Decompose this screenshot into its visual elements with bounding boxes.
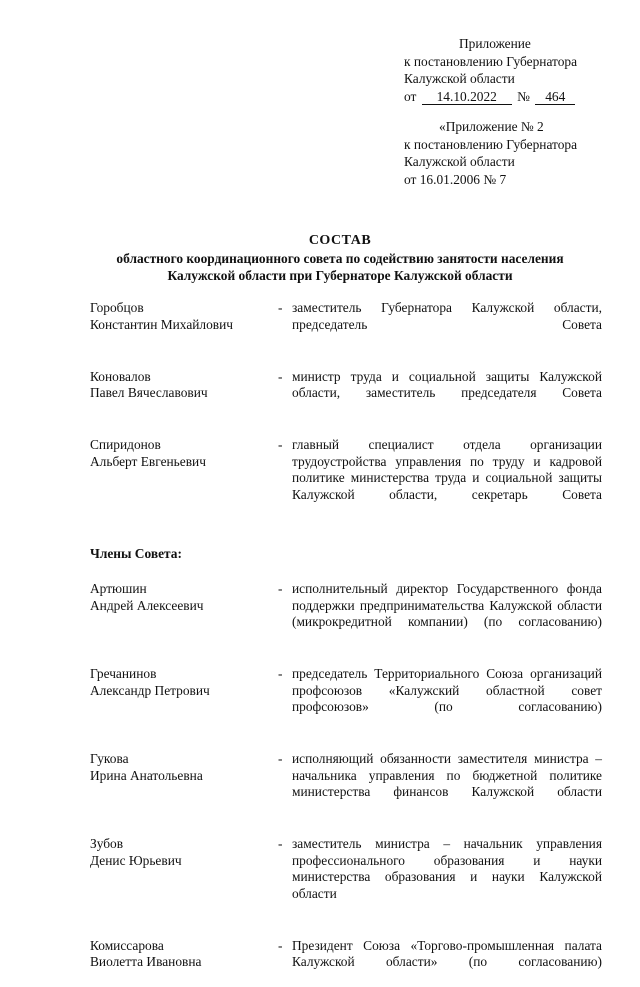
person-role: заместитель министра – начальник управления профессионального образования и науки министерства образования и науки Калужской области [292,836,602,919]
person-name [90,836,278,919]
person-given-name: Альберт Евгеньевич [90,454,278,471]
person-role: председатель Территориального Союза организаций профсоюзов «Калужский областной совет профсоюзов» (по согласованию) [292,666,602,732]
person-role: министр труда и социальной защиты Калужской области, заместитель председателя Совета [292,369,602,419]
person-name [90,666,278,732]
person-role: исполнительный директор Государственного фонда поддержки предпринимательства Калужской области (микрокредитной компании) (по согласованию) [292,581,602,647]
person-name [90,751,278,817]
annex-date: 14.10.2022 [422,90,512,105]
annex-header [404,35,577,105]
annex-title: Приложение [404,35,577,53]
list-item [90,369,602,419]
annex-old-line3: Калужской области [404,153,577,171]
annex-old-line4: от 16.01.2006 № 7 [404,171,577,189]
list-item [90,581,602,647]
list-item [90,437,602,520]
person-given-name: Александр Петрович [90,683,278,700]
list-item [90,300,602,350]
annex-line2: к постановлению Губернатора [404,53,577,71]
person-surname: Гречанинов [90,666,278,683]
person-given-name: Павел Вячеславович [90,385,278,402]
annex-number-prefix: № [517,89,530,104]
person-surname: Зубов [90,836,278,853]
annex-number: 464 [535,90,575,105]
dash-separator: - [278,836,292,919]
annex-line3: Калужской области [404,70,577,88]
list-item [90,836,602,919]
person-name [90,300,278,350]
person-role: Президент Союза «Торгово-промышленная палата Калужской области» (по согласованию) [292,938,602,987]
person-name [90,938,278,987]
annex-old-line2: к постановлению Губернатора [404,136,577,154]
person-surname: Спиридонов [90,437,278,454]
annex-from-prefix: от [404,89,416,104]
dash-separator: - [278,437,292,520]
person-given-name: Константин Михайлович [90,317,278,334]
dash-separator: - [278,751,292,817]
list-item [90,751,602,817]
person-surname: Коновалов [90,369,278,386]
person-role: главный специалист отдела организации трудоустройства управления по труду и кадровой политике министерства труда и социальной защиты Калужской области, секретарь Совета [292,437,602,520]
list-item [90,938,602,987]
person-role: исполняющий обязанности заместителя министра – начальника управления по бюджетной политике министерства финансов Калужской области [292,751,602,817]
person-surname: Артюшин [90,581,278,598]
dash-separator: - [278,581,292,647]
dash-separator: - [278,666,292,732]
person-surname: Гукова [90,751,278,768]
person-role: заместитель Губернатора Калужской области, председатель Совета [292,300,602,350]
dash-separator: - [278,369,292,419]
list-item [90,666,602,732]
person-name [90,581,278,647]
document-title: СОСТАВ [60,232,620,250]
council-list [90,300,602,987]
person-given-name: Денис Юрьевич [90,853,278,870]
person-given-name: Ирина Анатольевна [90,768,278,785]
person-surname: Комиссарова [90,938,278,955]
document-subtitle-2: Калужской области при Губернаторе Калужской области [60,267,620,285]
person-surname: Горобцов [90,300,278,317]
person-name [90,369,278,419]
annex-old-title: «Приложение № 2 [404,118,577,136]
person-given-name: Андрей Алексеевич [90,598,278,615]
annex-old-header [404,118,577,188]
members-heading: Члены Совета: [90,546,602,563]
annex-date-line [404,88,577,106]
document-subtitle-1: областного координационного совета по содействию занятости населения [60,250,620,268]
person-given-name: Виолетта Ивановна [90,954,278,971]
document-heading [60,232,620,285]
dash-separator: - [278,300,292,350]
dash-separator: - [278,938,292,987]
person-name [90,437,278,520]
